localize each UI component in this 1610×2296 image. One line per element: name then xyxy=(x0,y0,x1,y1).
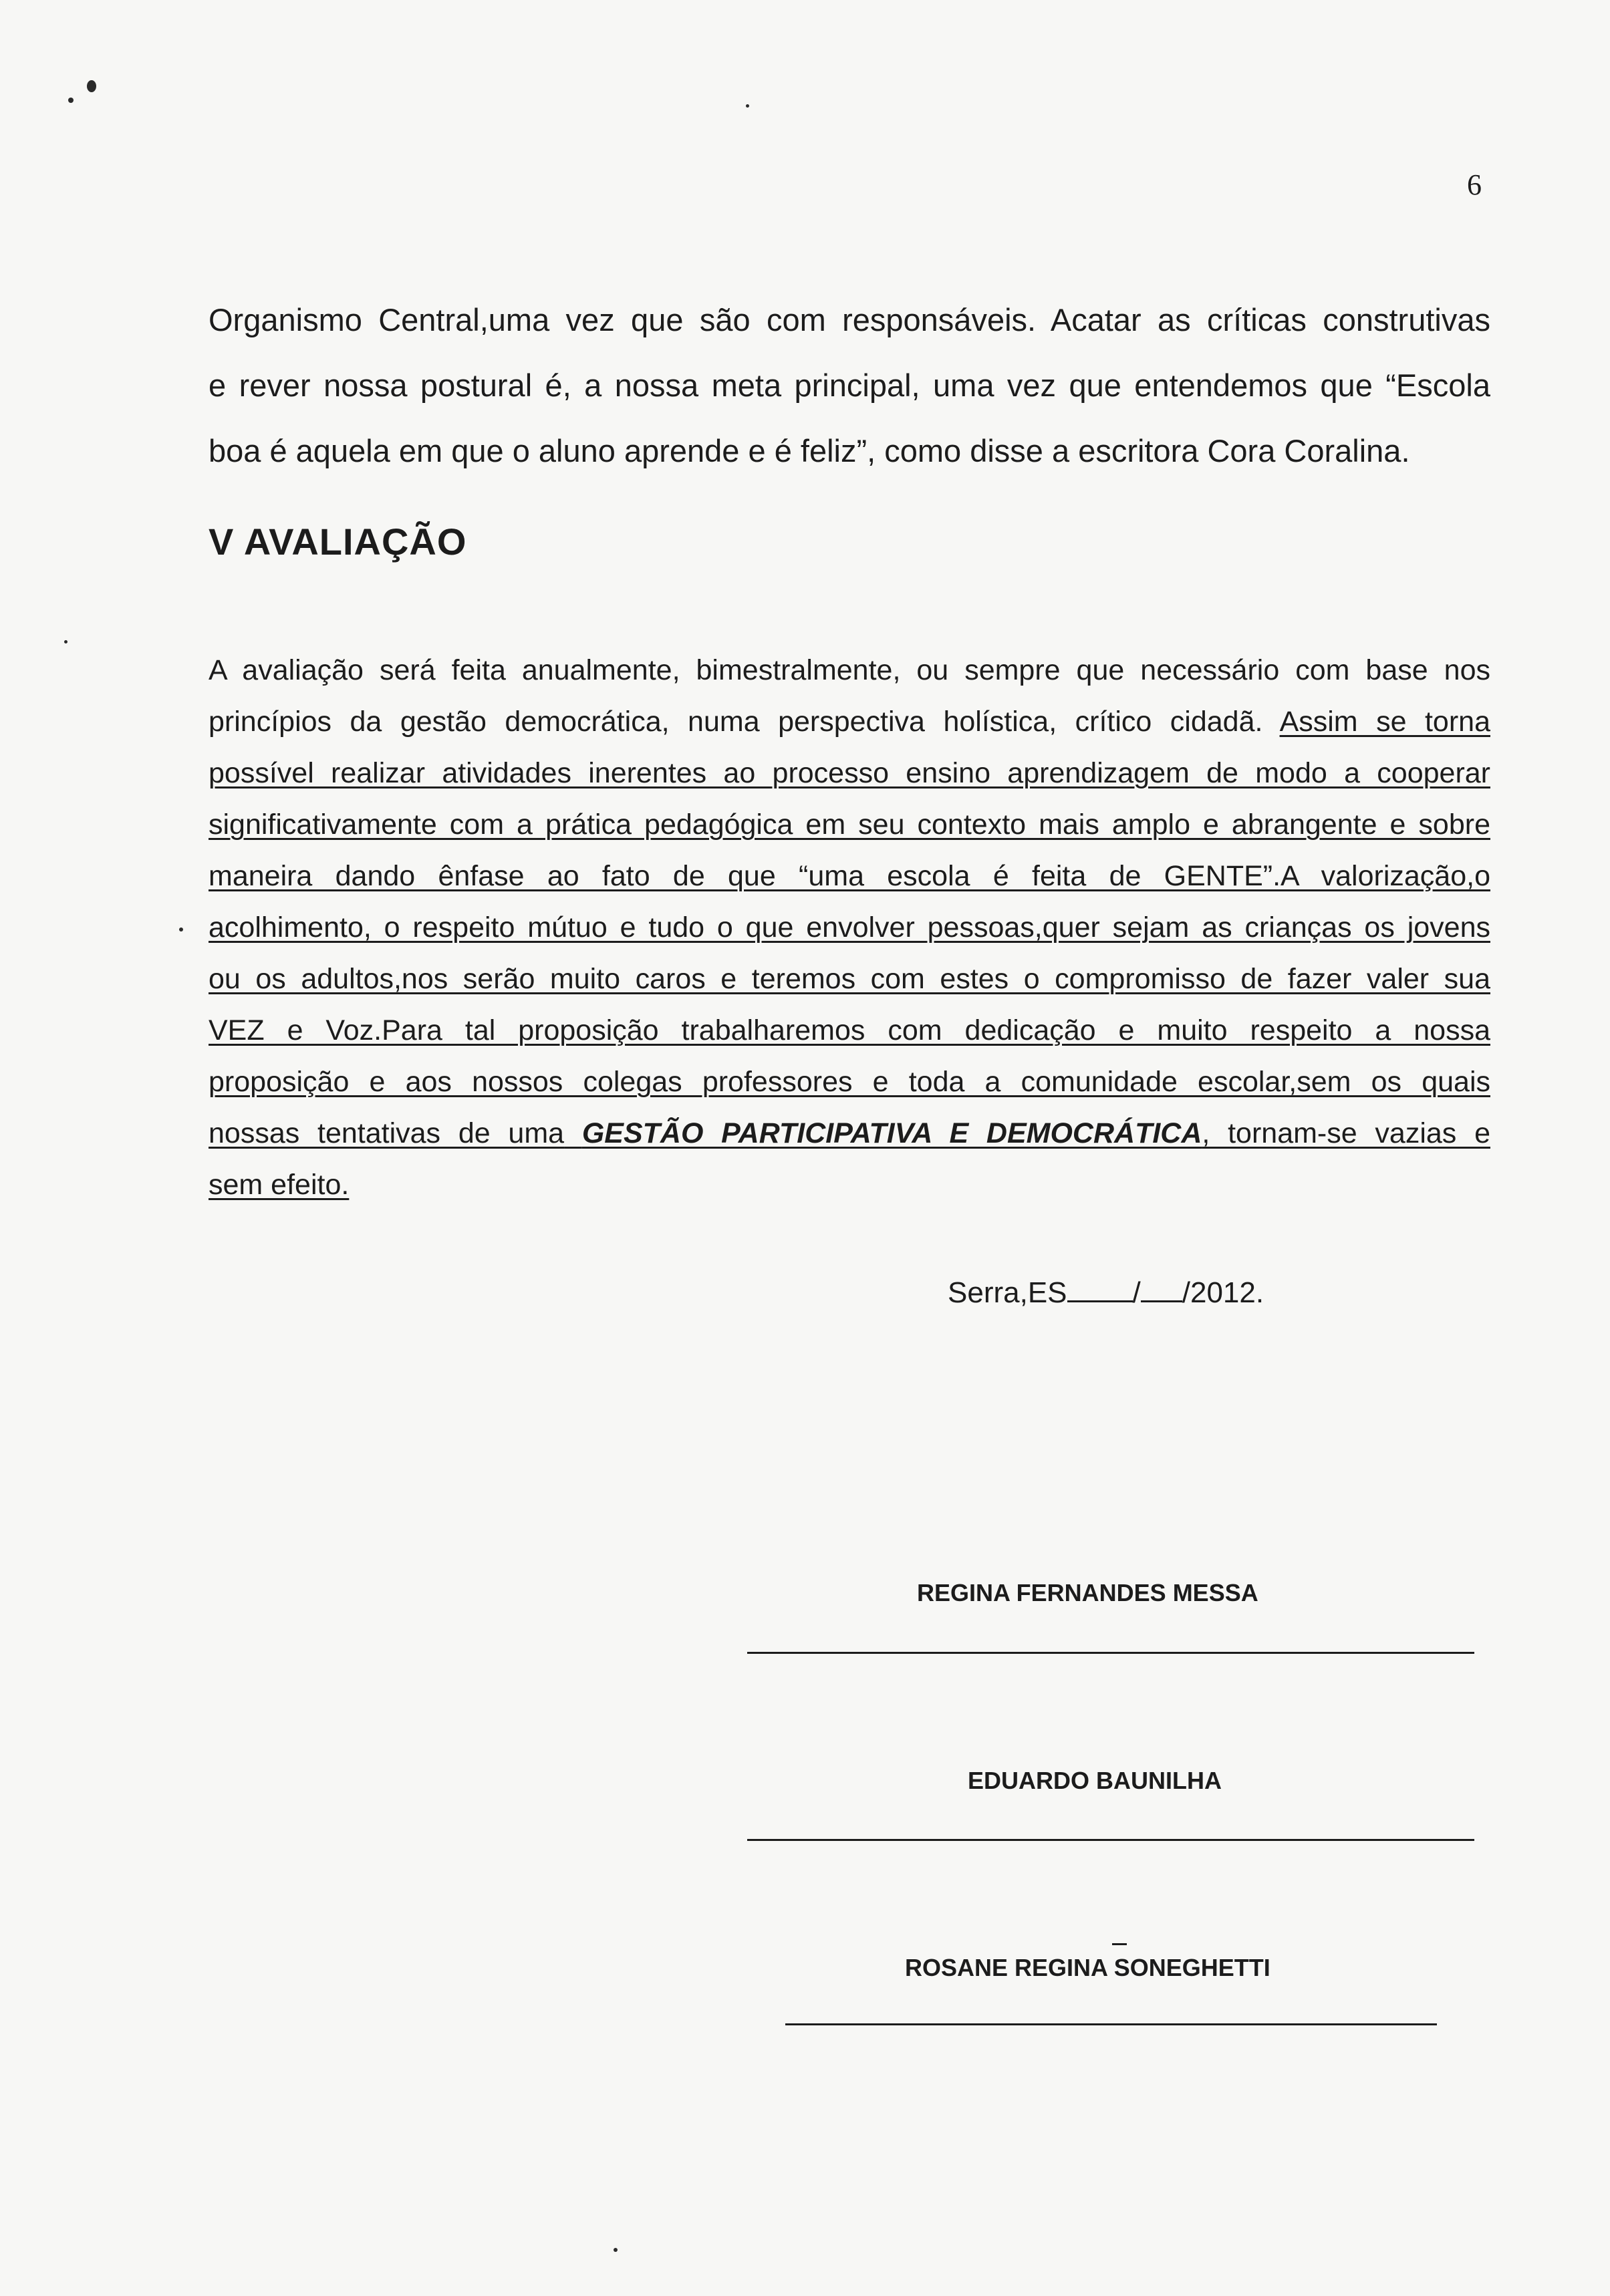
body-line xyxy=(209,1108,1490,1159)
scan-speck xyxy=(179,927,183,931)
signatory-name: ROSANE REGINA SONEGHETTI xyxy=(905,1954,1270,1981)
scan-speck xyxy=(614,2248,618,2252)
scan-speck xyxy=(87,80,96,92)
signature-line xyxy=(747,1839,1474,1841)
signatory-name: EDUARDO BAUNILHA xyxy=(968,1767,1222,1794)
body-line: A avaliação será feita anualmente, bimestralmente, ou sempre que necessário com base nos xyxy=(209,654,1490,686)
dash-mark xyxy=(1112,1943,1127,1945)
scan-speck xyxy=(64,640,68,643)
scan-speck xyxy=(68,98,74,103)
emphasis-text: GESTÃO PARTICIPATIVA E DEMOCRÁTICA xyxy=(581,1117,1202,1149)
signature-line xyxy=(747,1652,1474,1654)
body-line: acolhimento, o respeito mútuo e tudo o que envolver pessoas,quer sejam as crianças os jovens xyxy=(209,911,1490,944)
day-blank xyxy=(1067,1276,1133,1302)
date-separator: / xyxy=(1132,1276,1141,1309)
evaluation-paragraph xyxy=(209,645,1490,1211)
body-text-underlined: nossas tentativas de uma xyxy=(209,1117,565,1149)
intro-line: boa é aquela em que o aluno aprende e é feliz”, como disse a escritora Cora Coralina. xyxy=(209,433,1410,468)
intro-line: Organismo Central,uma vez que são com responsáveis. Acatar as críticas construtivas xyxy=(209,302,1490,337)
signature-line xyxy=(785,2023,1437,2025)
body-line: VEZ e Voz.Para tal proposição trabalharemos com dedicação e muito respeito a nossa xyxy=(209,1014,1490,1046)
section-heading: V AVALIAÇÃO xyxy=(209,521,467,563)
intro-paragraph xyxy=(209,287,1490,484)
body-line: possível realizar atividades inerentes ao processo ensino aprendizagem de modo a cooperar xyxy=(209,757,1490,789)
body-line: proposição e aos nossos colegas professores e toda a comunidade escolar,sem os quais xyxy=(209,1066,1490,1098)
body-text-underlined: , tornam-se vazias e xyxy=(1202,1117,1490,1149)
date-year: /2012. xyxy=(1182,1276,1264,1309)
body-line: significativamente com a prática pedagógica em seu contexto mais amplo e abrangente e sobre xyxy=(209,809,1490,841)
page-number: 6 xyxy=(1467,168,1482,201)
scan-speck xyxy=(746,104,749,108)
body-line: maneira dando ênfase ao fato de que “uma escola é feita de GENTE”.A valorização,o xyxy=(209,860,1490,892)
month-blank xyxy=(1141,1276,1182,1302)
body-text-plain: princípios da gestão democrática, numa perspectiva holística, crítico cidadã. xyxy=(209,706,1263,738)
signatory-name: REGINA FERNANDES MESSA xyxy=(917,1579,1258,1606)
body-text-underlined: Assim se torna xyxy=(1279,706,1490,738)
body-line: ou os adultos,nos serão muito caros e teremos com estes o compromisso de fazer valer sua xyxy=(209,963,1490,995)
body-line xyxy=(209,696,1490,748)
date-line xyxy=(948,1276,1264,1310)
body-line: sem efeito. xyxy=(209,1169,350,1201)
date-place: Serra,ES xyxy=(948,1276,1067,1309)
intro-line: e rever nossa postural é, a nossa meta principal, uma vez que entendemos que “Escola xyxy=(209,368,1490,403)
